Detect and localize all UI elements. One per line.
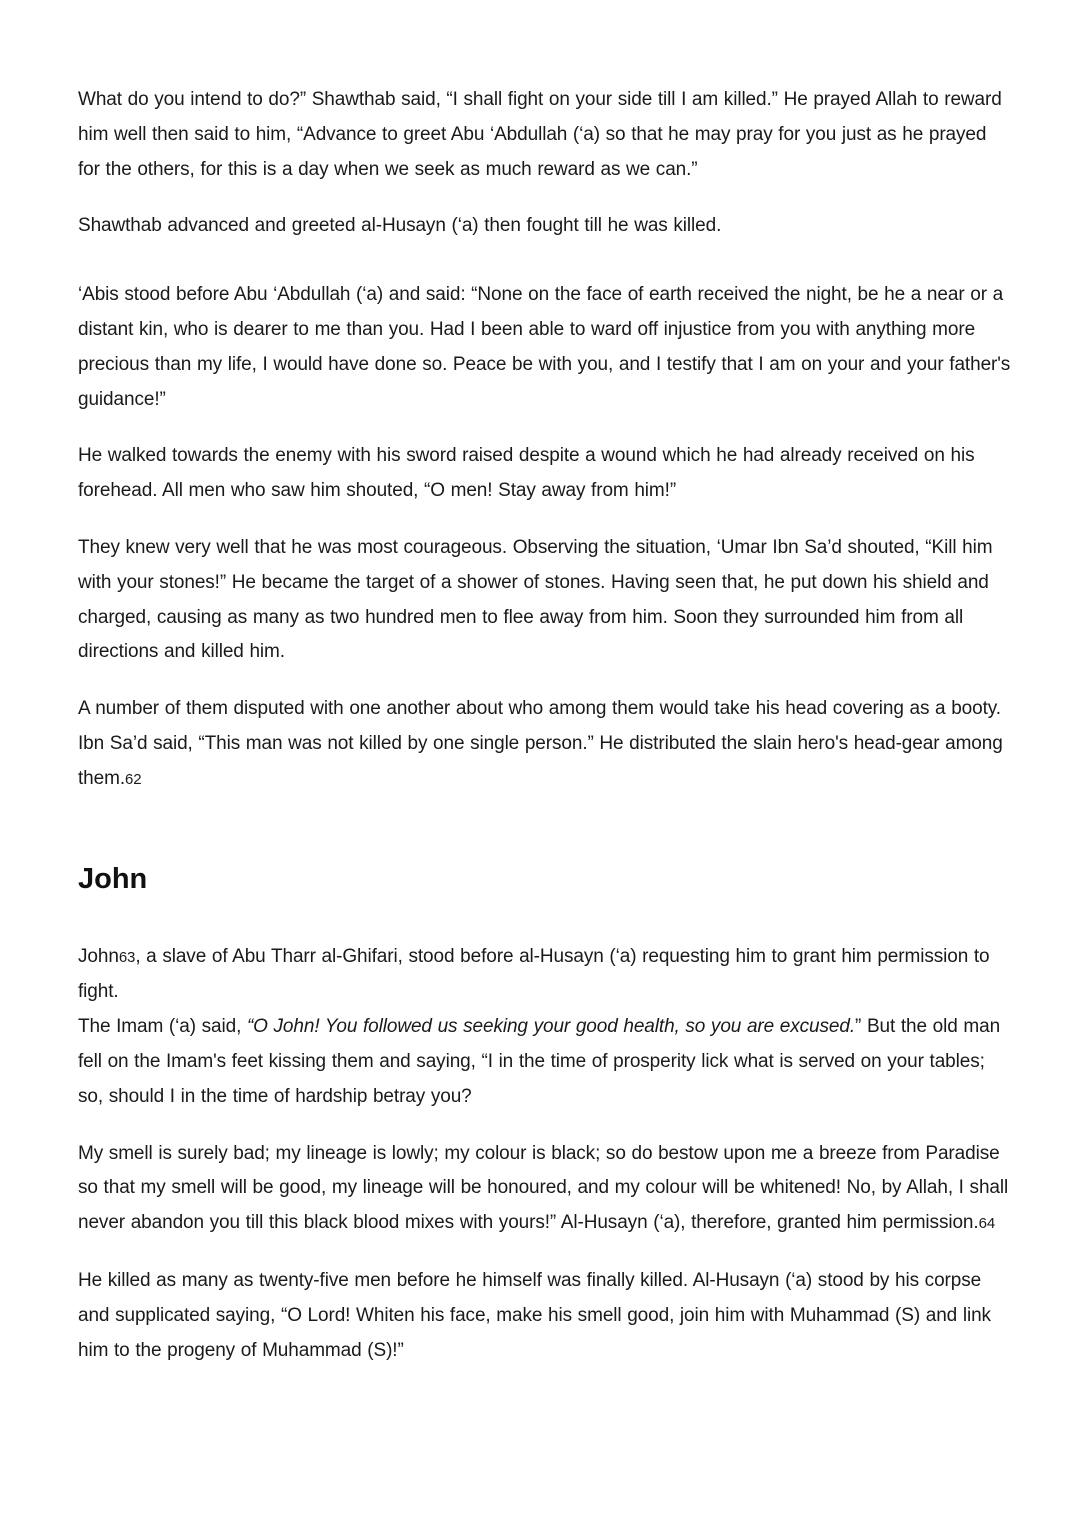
paragraph-shawthab-killed: Shawthab advanced and greeted al-Husayn (‘a) then fought till he was killed. xyxy=(78,215,722,237)
john-intro-rest: , a slave of Abu Tharr al-Ghifari, stood before al-Husayn (‘a) requesting him to grant him permission to fight. xyxy=(78,945,990,1003)
paragraph-john-intro xyxy=(78,940,1013,1011)
footnote-marker-64: 64 xyxy=(978,1215,996,1233)
footnote-marker-63: 63 xyxy=(118,948,136,966)
paragraph-shawthab-intent: What do you intend to do?” Shawthab said, “I shall fight on your side till I am killed.” He prayed Allah to reward him well then said to him, “Advance to greet Abu ‘Abdullah (‘a) so that he may pray for you just as he prayed for the others, for this is a day when we seek as much reward as we can.” xyxy=(78,89,1002,180)
paragraph-abis-speech: ‘Abis stood before Abu ‘Abdullah (‘a) and said: “None on the face of earth received the night, be he a near or a distant kin, who is dearer to me than you. Had I been able to ward off injustice from you with anything more precious than my life, I would have done so. Peace be with you, and I testify that I am on your and your father's guidance!” xyxy=(78,284,1011,410)
paragraph-imam-reply xyxy=(78,1010,1013,1114)
imam-reply-rest: ” But the old man fell on the Imam's feet kissing them and saying, “I in the time of prosperity lick what is served on your tables; so, should I in the time of hardship betray you? xyxy=(78,1016,1001,1107)
paragraph-john-killed: He killed as many as twenty-five men before he himself was finally killed. Al-Husayn (‘a) stood by his corpse and supplicated saying, “O Lord! Whiten his face, make his smell good, join him with Muhammad (S) and link him to the progeny of Muhammad (S)!” xyxy=(78,1269,991,1361)
document-page xyxy=(78,83,1013,1390)
section-heading-john: John xyxy=(78,862,148,895)
paragraph-head-covering xyxy=(78,692,1013,797)
imam-reply-lead: The Imam (‘a) said, xyxy=(78,1016,247,1038)
paragraph-john-smell-text: My smell is surely bad; my lineage is lowly; my colour is black; so do bestow upon me a breeze from Paradise so that my smell will be good, my lineage will be honoured, and my colour will be whitened! No, by Allah, I shall never abandon you till this black blood mixes with yours!” Al-Husayn (‘a), therefore, granted him permission. xyxy=(78,1142,1009,1234)
imam-reply-quote: “O John! You followed us seeking your good health, so you are excused. xyxy=(246,1016,856,1038)
john-name: John xyxy=(78,945,119,967)
paragraph-head-covering-text: A number of them disputed with one another about who among them would take his head covering as a booty. Ibn Sa’d said, “This man was not killed by one single person.” He distributed the slain hero's head-gear among them. xyxy=(78,698,1003,789)
paragraph-john-smell xyxy=(78,1137,1013,1242)
paragraph-abis-stones: They knew very well that he was most courageous. Observing the situation, ‘Umar Ibn Sa’d shouted, “Kill him with your stones!” He became the target of a shower of stones. Having seen that, he put down his shield and charged, causing as many as two hundred men to flee away from him. Soon they surrounded him from all directions and killed him. xyxy=(78,536,993,663)
paragraph-abis-walks: He walked towards the enemy with his sword raised despite a wound which he had already received on his forehead. All men who saw him shouted, “O men! Stay away from him!” xyxy=(78,445,975,502)
footnote-marker-62: 62 xyxy=(125,770,142,788)
